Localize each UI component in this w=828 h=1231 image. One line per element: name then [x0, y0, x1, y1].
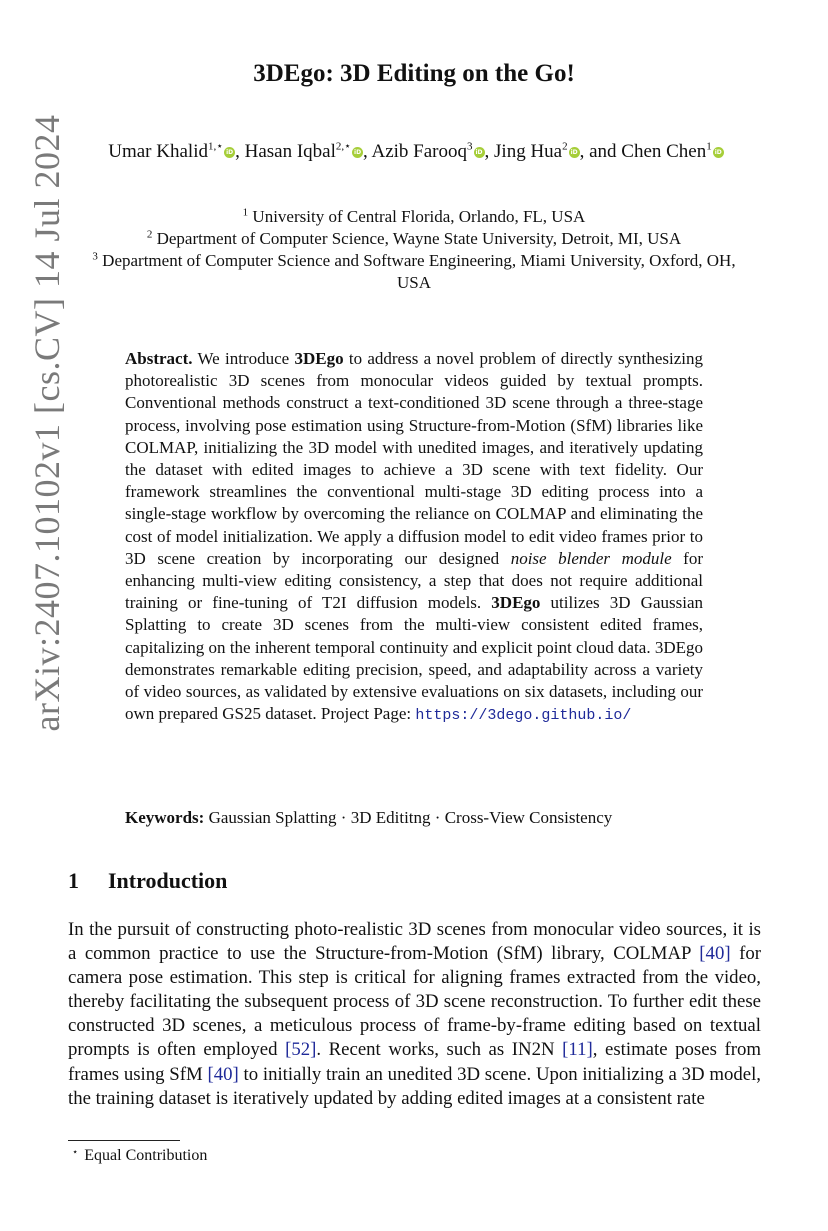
footnote-text: Equal Contribution [84, 1147, 208, 1164]
section-heading [68, 868, 227, 894]
orcid-icon: iD [354, 149, 362, 156]
abstract-text: We introduce [192, 349, 295, 368]
affiliation-number: 2 [146, 228, 153, 241]
author-name: Umar Khalid [108, 141, 208, 162]
abstract-bold-text: 3DEgo [491, 593, 541, 613]
orcid-icon: iD [570, 149, 578, 156]
footnote-rule [68, 1140, 180, 1141]
keywords-items: Gaussian Splatting · 3D Edititng · Cross-View Consistency [208, 808, 613, 827]
citation-link[interactable]: [11] [562, 1039, 593, 1061]
arxiv-identifier-text: arXiv:2407.10102v1 [cs.CV] 14 Jul 2024 [27, 114, 67, 731]
keywords-label: Keywords: [125, 808, 205, 827]
affiliation-text: University of Central Florida, Orlando, FL, USA [252, 207, 586, 226]
affiliation [80, 250, 748, 294]
abstract-text: to address a novel problem of directly synthesizing photorealistic 3D scenes from monocular videos guided by textual prompts. Conventional methods construct a text-conditioned 3D scene through a three-stage process, involving pose estimation using Structure-from-Motion (SfM) libraries like COLMAP, initializing the 3D model with unedited images, and iteratively updating the dataset with edited images to achieve a 3D scene with text fidelity. Our framework streamlines the conventional multi-stage 3D editing process into a single-stage workflow by overcoming the reliance on COLMAP and eliminating the cost of model initialization. We apply a diffusion model to edit video frames prior to 3D scene creation by incorporating our designed [125, 349, 703, 568]
affiliation [80, 228, 748, 250]
orcid-icon: iD [226, 149, 234, 156]
footnote-mark: ⋆ [72, 1147, 79, 1158]
introduction-paragraph [68, 918, 761, 1111]
affiliation-number: 3 [92, 250, 98, 263]
author-affiliation-mark: 1,⋆ [207, 140, 224, 153]
citation-link[interactable]: [40] [207, 1063, 239, 1085]
abstract-italic-text: noise blender module [510, 548, 672, 568]
intro-text: for camera pose estimation. This step is critical for aligning frames extracted from the video, thereby facilitating the subsequent process of 3D scene reconstruction. To further edit these constructed 3D scenes, a meticulous process of frame-by-frame editing based on textual prompts is often employed [68, 943, 761, 1061]
affiliation-text: Department of Computer Science, Wayne State University, Detroit, MI, USA [156, 229, 682, 248]
affiliation-text: Department of Computer Science and Software Engineering, Miami University, Oxford, OH, USA [102, 251, 736, 292]
intro-text: , estimate poses from frames using SfM [68, 1039, 761, 1085]
abstract-label: Abstract. [125, 349, 193, 368]
author-affiliation-mark: 1 [706, 140, 712, 153]
citation-link[interactable]: [40] [699, 943, 731, 965]
affiliation [80, 206, 748, 228]
intro-text: In the pursuit of constructing photo-realistic 3D scenes from monocular video sources, it is a common practice to use the Structure-from-Motion (SfM) library, COLMAP [68, 919, 761, 965]
author-list: Umar Khalid$^{1,⋆}$ iD , Hasan Iqbal$^{2,⋆}$ iD , Azib Farooq$^3$ iD , Jing Hua$^2$ iD , and Chen Chen$^1$ iD [108, 140, 722, 162]
author-affiliation-mark: 3 [467, 140, 473, 153]
affiliation-number: 1 [242, 206, 249, 219]
project-page-link[interactable]: https://3dego.github.io/ [415, 707, 632, 725]
keywords [125, 808, 725, 828]
abstract-bold-text: 3DEgo [294, 349, 344, 368]
footnote [72, 1147, 207, 1165]
abstract-text: for enhancing multi-view editing consistency, a step that does not require additional training or fine-tuning of T2I diffusion models. [125, 548, 703, 613]
section-number: 1 [68, 868, 79, 893]
affiliation-list [80, 206, 748, 294]
section-title: Introduction [108, 868, 228, 893]
citation-link[interactable]: [52] [285, 1039, 317, 1061]
author-name: Azib Farooq [371, 141, 468, 162]
paper-title: 3DEgo: 3D Editing on the Go! [253, 60, 575, 87]
keyword: Cross-View Consistency [444, 808, 613, 827]
abstract-text: utilizes 3D Gaussian Splatting to create 3D scenes from the multi-view consistent edited frames, capitalizing on the inherent temporal continuity and explicit point cloud data. 3DEgo demonstrates remarkable editing precision, speed, and adaptability across a variety of video sources, as validated by extensive evaluations on six datasets, including our own prepared GS25 dataset. Project Page: [125, 593, 703, 724]
arxiv-identifier [22, 75, 72, 770]
author-name: Chen Chen [621, 141, 707, 162]
author-name: Jing Hua [494, 141, 563, 162]
intro-text: . Recent works, such as IN2N [316, 1039, 563, 1061]
keyword: Gaussian Splatting [208, 808, 337, 827]
author-name: Hasan Iqbal [244, 141, 336, 162]
intro-text: to initially train an unedited 3D scene. Upon initializing a 3D model, the training dataset is iteratively updated by adding edited images at a consistent rate [68, 1063, 761, 1109]
orcid-icon: iD [475, 149, 483, 156]
keyword: 3D Edititng [350, 808, 431, 827]
author-affiliation-mark: 2 [562, 140, 568, 153]
author-affiliation-mark: 2,⋆ [335, 140, 352, 153]
orcid-icon: iD [714, 149, 722, 156]
abstract [125, 348, 703, 727]
